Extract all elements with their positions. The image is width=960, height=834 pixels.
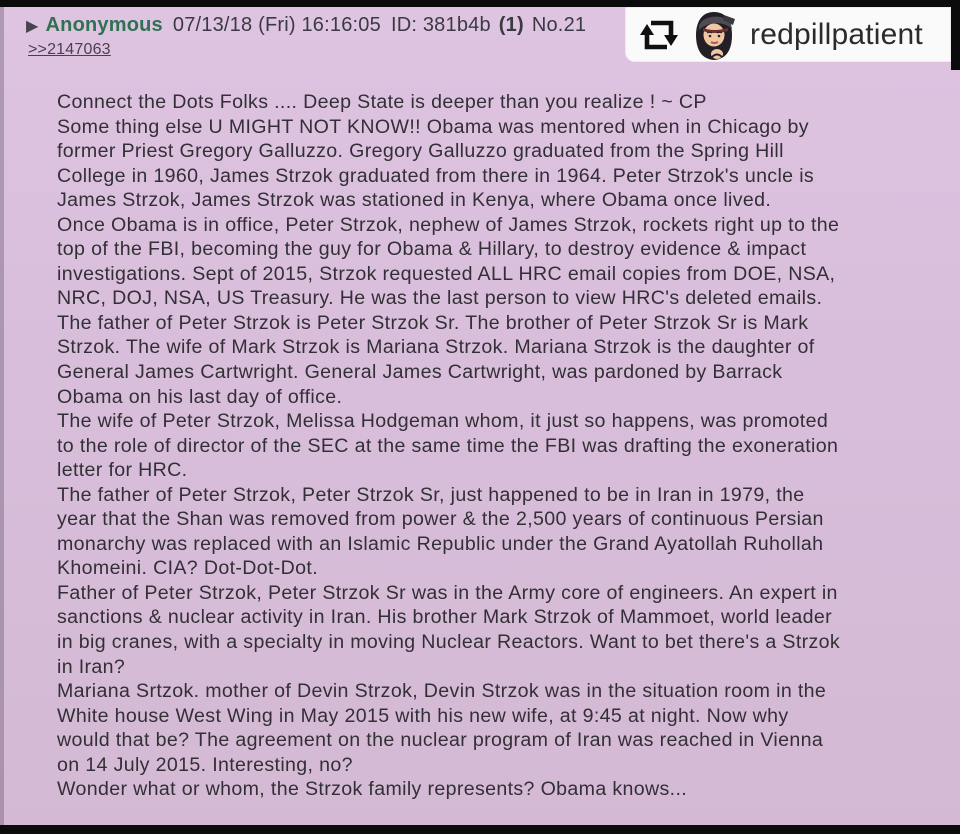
post-body-line: Wonder what or whom, the Strzok family represents? Obama knows... (57, 778, 688, 801)
post-body-line: Connect the Dots Folks .... Deep State is deeper than you realize ! ~ CP (57, 91, 707, 113)
post-body-line: White house West Wing in May 2015 with his new wife, at 9:45 at night. Now why (57, 704, 789, 727)
poster-name: Anonymous (45, 14, 163, 36)
bottom-black-bar (0, 825, 960, 834)
post-body-line: The father of Peter Strzok is Peter Strzok Sr. The brother of Peter Strzok Sr is Mark (57, 311, 809, 334)
post-body-line: Khomeini. CIA? Dot-Dot-Dot. (57, 557, 318, 580)
post-body-line: top of the FBI, becoming the guy for Obama & Hillary, to destroy evidence & impact (57, 238, 807, 261)
post-body-line: Mariana Srtzok. mother of Devin Strzok, Devin Strzok was in the situation room in the (57, 680, 827, 703)
post-body-line: The father of Peter Strzok, Peter Strzok Sr, just happened to be in Iran in 1979, the (57, 483, 805, 506)
poster-id: ID: 381b4b (390, 14, 491, 36)
reply-quote-link[interactable]: >>2147063 (28, 41, 111, 58)
post-body-line: letter for HRC. (57, 459, 188, 482)
post-collapse-arrow-icon[interactable]: ▶ (26, 18, 39, 35)
right-black-strip (951, 0, 960, 70)
post-body-line: The wife of Peter Strzok, Melissa Hodgeman whom, it just so happens, was promoted (57, 410, 829, 433)
post-body-line: Once Obama is in office, Peter Strzok, nephew of James Strzok, rockets right up to the (57, 213, 840, 236)
post-body-line: in big cranes, with a specialty in moving Nuclear Reactors. Want to bet there's a Strzok (57, 631, 841, 654)
post-body-line: year that the Shan was removed from power & the 2,500 years of continuous Persian (57, 508, 824, 531)
post-body-line: NRC, DOJ, NSA, US Treasury. He was the last person to view HRC's deleted emails. (57, 287, 823, 310)
post-timestamp: 07/13/18 (Fri) 16:16:05 (172, 14, 381, 36)
post-body-line: Obama on his last day of office. (57, 385, 343, 408)
poster-post-count: (1) (498, 14, 524, 36)
post-body-line: monarchy was replaced with an Islamic Republic under the Grand Ayatollah Ruhollah (57, 532, 824, 555)
post-body-line: would that be? The agreement on the nuclear program of Iran was reached in Vienna (57, 729, 824, 752)
post-body-line: Father of Peter Strzok, Peter Strzok Sr was in the Army core of engineers. An expert in (57, 581, 838, 604)
post-body-line: Strzok. The wife of Mark Strzok is Mariana Strzok. Mariana Strzok is the daughter of (57, 336, 815, 359)
post-header (26, 14, 586, 37)
post-body-line: James Strzok, James Strzok was stationed in Kenya, where Obama once lived. (57, 189, 772, 212)
post-number-link[interactable]: No.21 (531, 14, 587, 36)
post-body-line: College in 1960, James Strzok graduated from there in 1964. Peter Strzok's uncle is (57, 164, 815, 187)
post-body-line: sanctions & nuclear activity in Iran. His brother Mark Strzok of Mammoet, world leader (57, 606, 832, 629)
post-body-line: on 14 July 2015. Interesting, no? (57, 753, 353, 776)
avatar (690, 9, 738, 61)
post-body-line: investigations. Sept of 2015, Strzok requested ALL HRC email copies from DOE, NSA, (57, 262, 836, 285)
post-body-line: General James Cartwright. General James Cartwright, was pardoned by Barrack (57, 361, 783, 384)
repost-attribution-overlay (625, 7, 951, 62)
repost-icon (638, 15, 680, 55)
post-body-line: former Priest Gregory Galluzzo. Gregory Galluzzo graduated from the Spring Hill (57, 140, 784, 163)
repost-username: redpillpatient (750, 17, 923, 51)
post-body-line: in Iran? (57, 655, 126, 678)
post-body-line: Some thing else U MIGHT NOT KNOW!! Obama was mentored when in Chicago by (57, 115, 809, 138)
post-body-text (57, 90, 840, 802)
post-body-line: to the role of director of the SEC at the same time the FBI was drafting the exoneration (57, 434, 839, 457)
top-black-bar (0, 0, 960, 7)
left-edge-shade (0, 7, 4, 825)
